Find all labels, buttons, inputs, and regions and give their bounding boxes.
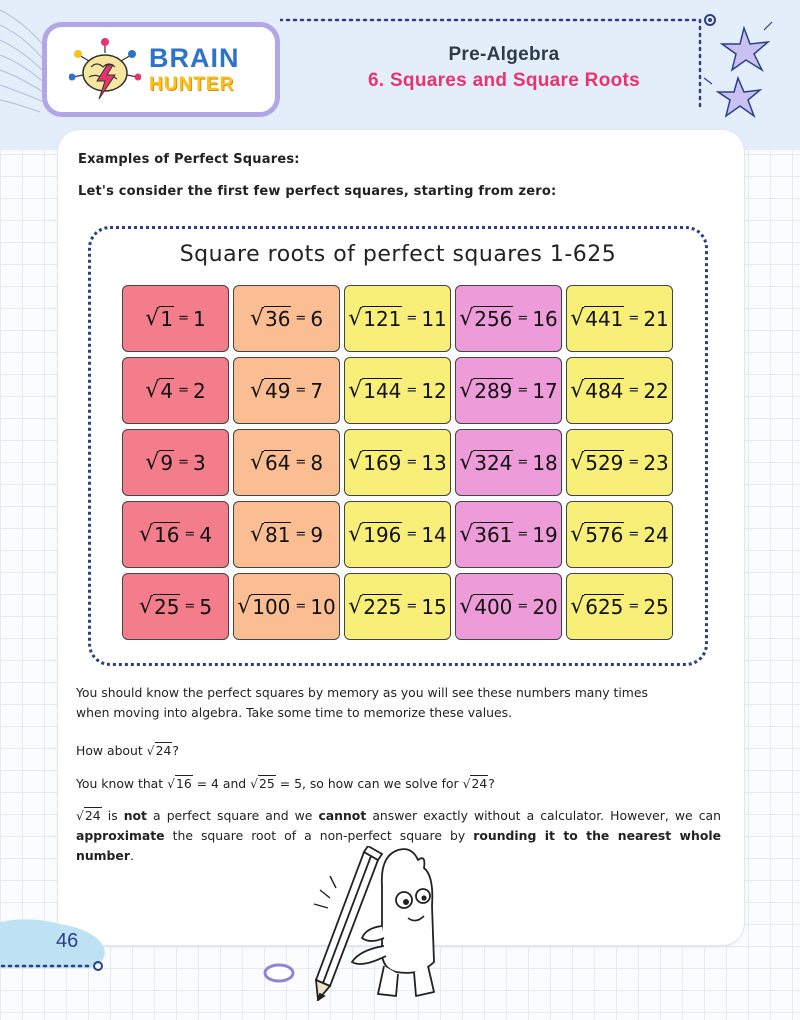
square-roots-table bbox=[122, 285, 675, 642]
you-know-line: You know that √16 = 4 and √25 = 5, so how can we solve for √24? bbox=[76, 776, 495, 791]
equals-sign: = bbox=[628, 527, 640, 542]
sqrt-result: 18 bbox=[532, 450, 558, 475]
equals-sign: = bbox=[628, 311, 640, 326]
radical-symbol: √ bbox=[249, 306, 264, 331]
logo-brain-text: BRAIN bbox=[149, 43, 240, 73]
radical-symbol: √ bbox=[138, 594, 153, 619]
sqrt-result: 24 bbox=[643, 522, 669, 547]
equals-sign: = bbox=[295, 527, 307, 542]
sqrt-result: 22 bbox=[643, 378, 669, 403]
radical-symbol: √ bbox=[459, 450, 474, 475]
radical-symbol: √ bbox=[138, 522, 153, 547]
sqrt-cell bbox=[122, 573, 229, 640]
radical-symbol: √ bbox=[459, 306, 474, 331]
know-text-d: ? bbox=[488, 776, 495, 791]
equals-sign: = bbox=[178, 311, 189, 326]
equals-sign: = bbox=[184, 599, 196, 614]
equals-sign: = bbox=[295, 455, 307, 470]
page-number: 46 bbox=[56, 930, 79, 952]
equals-sign: = bbox=[517, 599, 529, 614]
sqrt-cell bbox=[344, 501, 451, 568]
approx-text-2: a perfect square and we bbox=[153, 808, 313, 823]
approx-not: not bbox=[123, 808, 147, 823]
sqrt-cell bbox=[233, 285, 340, 352]
radical-symbol: √ bbox=[348, 378, 363, 403]
sqrt-result: 14 bbox=[421, 522, 447, 547]
sqrt-cell bbox=[344, 285, 451, 352]
approx-cannot: cannot bbox=[318, 808, 367, 823]
sqrt-radicand: 121 bbox=[363, 307, 402, 331]
know-text-a: You know that bbox=[76, 776, 164, 791]
sqrt-result: 15 bbox=[421, 594, 447, 619]
equals-sign: = bbox=[406, 527, 418, 542]
approx-radicand: 24 bbox=[84, 808, 101, 823]
radical-symbol: √ bbox=[249, 522, 264, 547]
approximate-paragraph: √24 is not a perfect square and we cannot answer exactly without a calculator. However, we can approximate the square root of a non-perfect square by rounding it to the nearest whole number. bbox=[76, 808, 721, 863]
approx-approximate: approximate bbox=[76, 828, 165, 843]
how-about-end: ? bbox=[172, 743, 179, 758]
sqrt-cell bbox=[122, 357, 229, 424]
equals-sign: = bbox=[628, 455, 640, 470]
sqrt-cell bbox=[455, 285, 562, 352]
radical-symbol: √ bbox=[237, 594, 252, 619]
radical-symbol: √ bbox=[570, 306, 585, 331]
sqrt-result: 23 bbox=[643, 450, 669, 475]
pencil-monster-illustration bbox=[300, 846, 450, 1001]
sqrt-cell bbox=[233, 357, 340, 424]
radical-symbol: √ bbox=[459, 522, 474, 547]
equals-sign: = bbox=[517, 383, 529, 398]
sqrt-result: 5 bbox=[199, 594, 213, 619]
sqrt-radicand: 169 bbox=[363, 451, 402, 475]
radical-symbol: √ bbox=[570, 594, 585, 619]
sqrt-result: 12 bbox=[421, 378, 447, 403]
brain-icon bbox=[69, 37, 141, 103]
sqrt-cell bbox=[455, 429, 562, 496]
sqrt-radicand: 196 bbox=[363, 523, 402, 547]
oval-doodle bbox=[262, 962, 296, 984]
sqrt-radicand: 484 bbox=[585, 379, 624, 403]
sqrt-radicand: 361 bbox=[474, 523, 513, 547]
radical-symbol: √ bbox=[459, 594, 474, 619]
equals-sign: = bbox=[184, 527, 196, 542]
sqrt-result: 3 bbox=[192, 450, 206, 475]
sqrt-cell bbox=[344, 357, 451, 424]
equals-sign: = bbox=[628, 599, 640, 614]
sqrt-radicand: 441 bbox=[585, 307, 624, 331]
equals-sign: = bbox=[178, 455, 189, 470]
sqrt-result: 16 bbox=[532, 306, 558, 331]
radical-symbol: √ bbox=[348, 594, 363, 619]
footer-dotted-line bbox=[0, 960, 110, 972]
radical-symbol: √ bbox=[570, 522, 585, 547]
sqrt-result: 7 bbox=[310, 378, 324, 403]
sqrt-radicand: 36 bbox=[264, 307, 291, 331]
memory-paragraph bbox=[76, 683, 721, 723]
sqrt-cell bbox=[566, 501, 673, 568]
sqrt-radicand: 16 bbox=[153, 523, 180, 547]
subject-title: Pre-Algebra bbox=[448, 44, 560, 65]
sqrt-radicand: 4 bbox=[160, 379, 174, 403]
sqrt-radicand: 529 bbox=[585, 451, 624, 475]
sqrt-radicand: 625 bbox=[585, 595, 624, 619]
sqrt-radicand: 144 bbox=[363, 379, 402, 403]
sqrt-result: 21 bbox=[643, 306, 669, 331]
sqrt-cell bbox=[233, 429, 340, 496]
sqrt-cell bbox=[566, 357, 673, 424]
radical-symbol: √ bbox=[145, 378, 160, 403]
sqrt-result: 13 bbox=[421, 450, 447, 475]
equals-sign: = bbox=[406, 383, 418, 398]
sqrt-cell bbox=[455, 573, 562, 640]
sqrt-cell bbox=[344, 573, 451, 640]
approx-text-4: the square root of a non-perfect square by bbox=[172, 828, 466, 843]
how-about-radicand: 24 bbox=[155, 743, 172, 758]
equals-sign: = bbox=[406, 455, 418, 470]
sqrt-radicand: 81 bbox=[264, 523, 291, 547]
radical-symbol: √ bbox=[570, 450, 585, 475]
radical-symbol: √ bbox=[145, 450, 160, 475]
sqrt-cell bbox=[344, 429, 451, 496]
radical-symbol: √ bbox=[348, 306, 363, 331]
equals-sign: = bbox=[517, 527, 529, 542]
sqrt-cell bbox=[455, 357, 562, 424]
sqrt-cell bbox=[566, 285, 673, 352]
equals-sign: = bbox=[406, 311, 418, 326]
sqrt-cell bbox=[233, 501, 340, 568]
sqrt-radicand: 49 bbox=[264, 379, 291, 403]
sqrt-result: 2 bbox=[192, 378, 206, 403]
know-radicand-1: 16 bbox=[175, 776, 192, 791]
brain-hunter-logo bbox=[42, 22, 280, 117]
header-titles bbox=[368, 44, 640, 92]
sqrt-radicand: 256 bbox=[474, 307, 513, 331]
sqrt-cell bbox=[233, 573, 340, 640]
logo-hunter-text: HUNTER bbox=[149, 74, 235, 95]
sqrt-radicand: 576 bbox=[585, 523, 624, 547]
examples-heading: Examples of Perfect Squares: bbox=[78, 152, 300, 167]
sqrt-cell bbox=[455, 501, 562, 568]
approx-rounding: rounding it to the nearest whole number bbox=[76, 828, 721, 863]
approx-text-3: answer exactly without a calculator. However, we can bbox=[372, 808, 721, 823]
equals-sign: = bbox=[295, 311, 307, 326]
equals-sign: = bbox=[295, 383, 307, 398]
sqrt-cell bbox=[122, 285, 229, 352]
sqrt-radicand: 64 bbox=[264, 451, 291, 475]
radical-symbol: √ bbox=[249, 378, 264, 403]
sqrt-cell bbox=[122, 501, 229, 568]
know-radicand-3: 24 bbox=[471, 776, 488, 791]
radical-symbol: √ bbox=[348, 522, 363, 547]
sqrt-result: 25 bbox=[643, 594, 669, 619]
equals-sign: = bbox=[517, 311, 529, 326]
sqrt-cell bbox=[566, 429, 673, 496]
equals-sign: = bbox=[178, 383, 189, 398]
sqrt-result: 4 bbox=[199, 522, 213, 547]
sqrt-radicand: 1 bbox=[160, 307, 174, 331]
how-about-text: How about bbox=[76, 743, 143, 758]
radical-symbol: √ bbox=[348, 450, 363, 475]
sqrt-result: 1 bbox=[192, 306, 206, 331]
sqrt-result: 10 bbox=[310, 594, 336, 619]
examples-subheading: Let's consider the first few perfect squares, starting from zero: bbox=[78, 184, 557, 199]
radical-symbol: √ bbox=[459, 378, 474, 403]
how-about-line: How about √24? bbox=[76, 743, 179, 758]
sqrt-cell bbox=[566, 573, 673, 640]
sqrt-radicand: 225 bbox=[363, 595, 402, 619]
sqrt-radicand: 25 bbox=[153, 595, 180, 619]
sqrt-radicand: 289 bbox=[474, 379, 513, 403]
know-radicand-2: 25 bbox=[259, 776, 275, 791]
equals-sign: = bbox=[406, 599, 418, 614]
sqrt-radicand: 400 bbox=[474, 595, 513, 619]
memory-line-2: when moving into algebra. Take some time to memorize these values. bbox=[76, 705, 513, 720]
sqrt-result: 11 bbox=[421, 306, 447, 331]
approx-text-1: is bbox=[107, 808, 118, 823]
sqrt-result: 20 bbox=[532, 594, 558, 619]
star-doodles bbox=[700, 20, 780, 130]
sqrt-radicand: 9 bbox=[160, 451, 174, 475]
equals-sign: = bbox=[295, 599, 307, 614]
sqrt-radicand: 324 bbox=[474, 451, 513, 475]
sqrt-result: 17 bbox=[532, 378, 558, 403]
sqrt-result: 8 bbox=[310, 450, 324, 475]
sqrt-result: 19 bbox=[532, 522, 558, 547]
radical-symbol: √ bbox=[570, 378, 585, 403]
table-title: Square roots of perfect squares 1-625 bbox=[179, 242, 617, 267]
sqrt-result: 9 bbox=[310, 522, 324, 547]
memory-line-1: You should know the perfect squares by memory as you will see these numbers many times bbox=[76, 685, 648, 700]
know-text-c: = 5, so how can we solve for bbox=[279, 776, 459, 791]
approx-end: . bbox=[129, 848, 134, 863]
chapter-title: 6. Squares and Square Roots bbox=[367, 70, 640, 91]
know-text-b: = 4 and bbox=[196, 776, 247, 791]
radical-symbol: √ bbox=[145, 306, 160, 331]
sqrt-result: 6 bbox=[310, 306, 324, 331]
equals-sign: = bbox=[517, 455, 529, 470]
radical-symbol: √ bbox=[249, 450, 264, 475]
sqrt-cell bbox=[122, 429, 229, 496]
equals-sign: = bbox=[628, 383, 640, 398]
sqrt-radicand: 100 bbox=[252, 595, 291, 619]
